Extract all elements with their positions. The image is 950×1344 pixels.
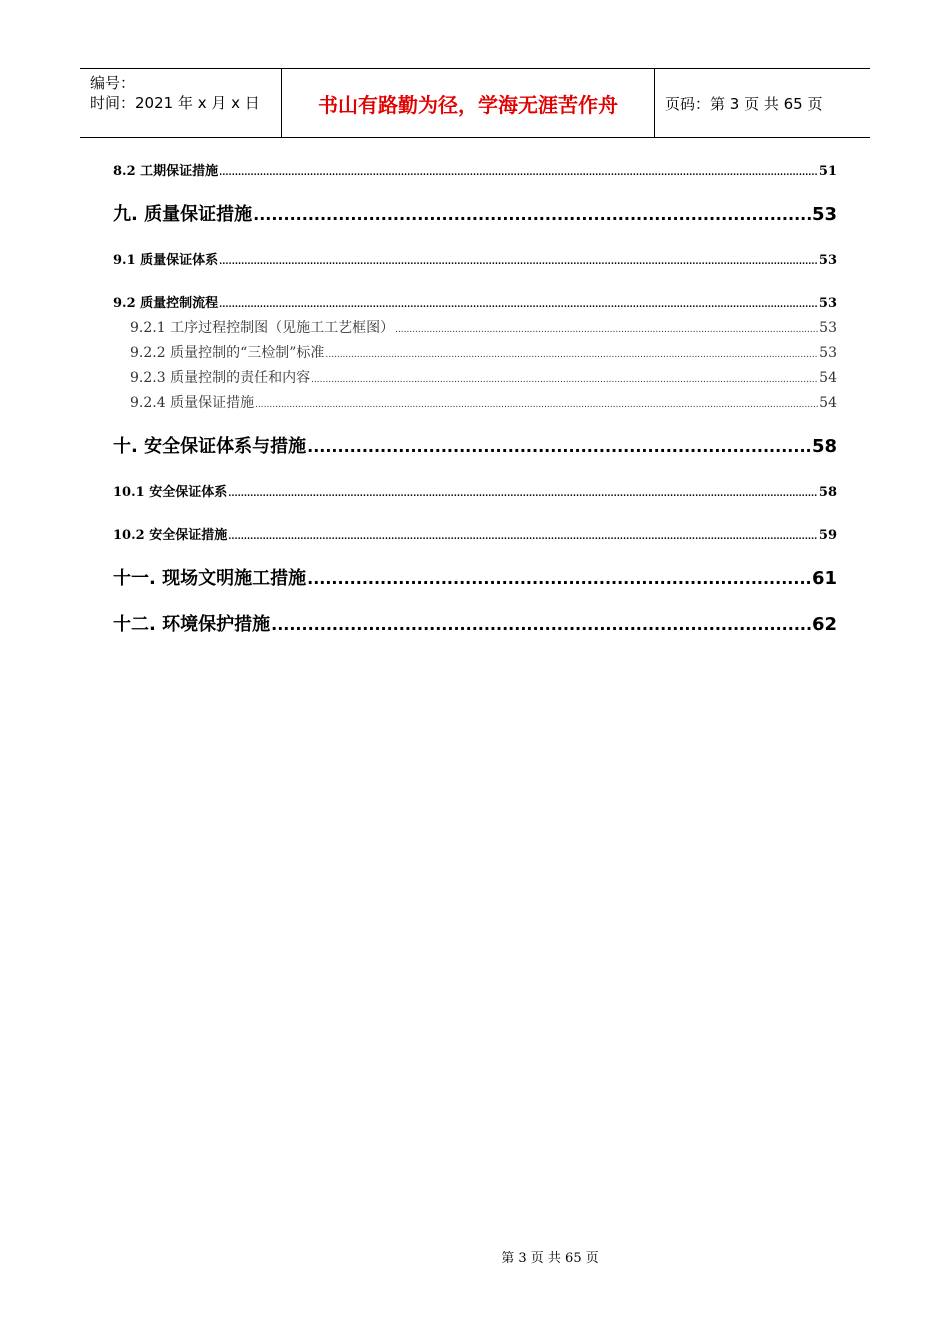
toc-entry-page: 58 xyxy=(811,436,837,457)
toc-leader-dots xyxy=(307,436,811,457)
toc-entry-page: 54 xyxy=(819,395,837,411)
toc-entry-page: 53 xyxy=(818,253,837,268)
page-header xyxy=(80,68,870,138)
toc-entry-page: 51 xyxy=(818,164,837,179)
toc-leader-dots xyxy=(395,320,818,336)
header-page-info: 页码：第 3 页 共 65 页 xyxy=(665,94,823,113)
toc-leader-dots xyxy=(311,370,818,386)
toc-leader-dots xyxy=(253,204,811,225)
toc-entry-page: 59 xyxy=(818,528,837,543)
toc-entry-page: 53 xyxy=(818,296,837,311)
toc-entry-page: 58 xyxy=(818,485,837,500)
toc-entry-page: 62 xyxy=(811,614,837,635)
toc-leader-dots xyxy=(228,485,818,500)
toc-leader-dots xyxy=(219,296,818,311)
document-date: 时间：2021 年 x 月 x 日 xyxy=(90,94,260,112)
toc-entry-title: 9.2 质量控制流程 xyxy=(113,296,219,311)
toc-entry[interactable] xyxy=(113,200,837,226)
toc-entry-title: 9.2.2 质量控制的“三检制”标准 xyxy=(130,345,325,361)
toc-entry[interactable] xyxy=(113,160,837,180)
toc-entry[interactable] xyxy=(113,481,837,501)
toc-entry[interactable] xyxy=(113,432,837,458)
toc-entry-title: 十一. 现场文明施工措施 xyxy=(113,568,307,589)
toc-entry-title: 8.2 工期保证措施 xyxy=(113,164,219,179)
header-motto: 书山有路勤为径，学海无涯苦作舟 xyxy=(282,69,655,137)
toc-leader-dots xyxy=(271,614,811,635)
toc-leader-dots xyxy=(255,395,818,411)
toc-leader-dots xyxy=(325,345,818,361)
toc-entry-title: 十二. 环境保护措施 xyxy=(113,614,271,635)
toc-entry-title: 10.1 安全保证体系 xyxy=(113,485,228,500)
header-meta xyxy=(80,69,282,137)
toc-entry[interactable] xyxy=(113,317,837,337)
toc-entry-page: 53 xyxy=(811,204,837,225)
toc-entry[interactable] xyxy=(113,342,837,362)
toc-entry-title: 9.2.3 质量控制的责任和内容 xyxy=(130,370,311,386)
table-of-contents xyxy=(113,160,837,636)
toc-leader-dots xyxy=(219,164,818,179)
toc-entry[interactable] xyxy=(113,524,837,544)
toc-entry-page: 53 xyxy=(819,345,837,361)
toc-entry[interactable] xyxy=(113,292,837,312)
toc-entry-page: 61 xyxy=(811,568,837,589)
toc-entry[interactable] xyxy=(113,564,837,590)
toc-entry-title: 10.2 安全保证措施 xyxy=(113,528,228,543)
toc-entry-page: 54 xyxy=(819,370,837,386)
toc-entry-title: 十. 安全保证体系与措施 xyxy=(113,436,307,457)
toc-entry-title: 九. 质量保证措施 xyxy=(113,204,253,225)
toc-entry[interactable] xyxy=(113,367,837,387)
toc-leader-dots xyxy=(228,528,818,543)
toc-entry[interactable] xyxy=(113,249,837,269)
toc-entry-title: 9.2.4 质量保证措施 xyxy=(130,395,255,411)
toc-leader-dots xyxy=(307,568,811,589)
document-number-label: 编号： xyxy=(90,74,136,92)
page-footer: 第 3 页 共 65 页 xyxy=(501,1251,599,1266)
toc-entry[interactable] xyxy=(113,392,837,412)
toc-entry[interactable] xyxy=(113,610,837,636)
toc-leader-dots xyxy=(219,253,818,268)
toc-entry-title: 9.2.1 工序过程控制图（见施工工艺框图） xyxy=(130,320,395,336)
toc-entry-title: 9.1 质量保证体系 xyxy=(113,253,219,268)
toc-entry-page: 53 xyxy=(819,320,837,336)
